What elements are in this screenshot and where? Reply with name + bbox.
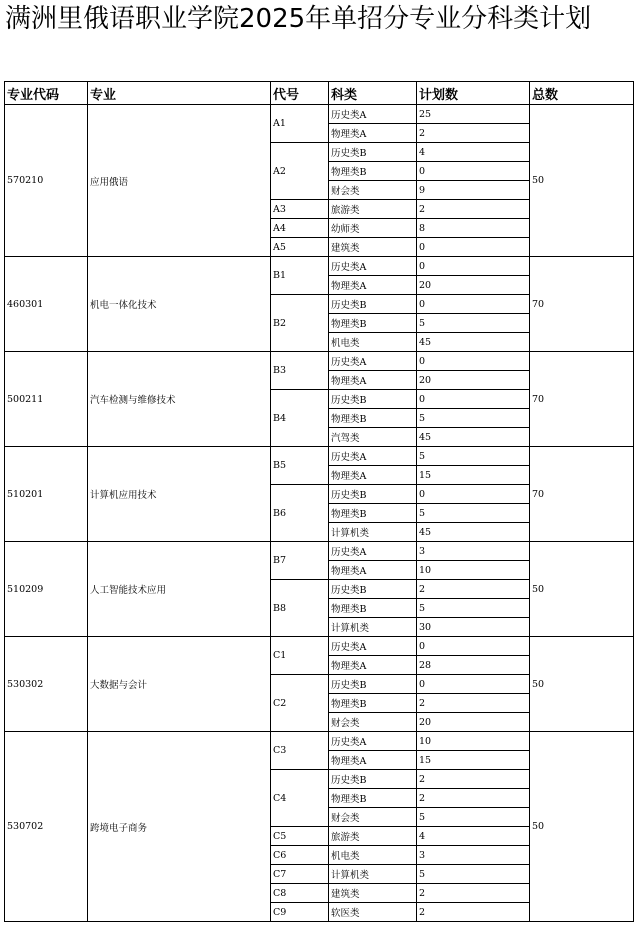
subject-category-cell: 财会类 bbox=[329, 181, 417, 200]
subject-category-cell: 计算机类 bbox=[329, 865, 417, 884]
subject-category-cell: 物理类B bbox=[329, 314, 417, 333]
group-code-cell: B2 bbox=[271, 295, 329, 352]
table-row bbox=[5, 105, 634, 124]
major-name-cell: 汽车检测与维修技术 bbox=[88, 352, 271, 447]
table-row bbox=[5, 542, 634, 561]
major-code-cell: 510209 bbox=[5, 542, 88, 637]
subject-category-cell: 财会类 bbox=[329, 808, 417, 827]
subject-category-cell: 物理类B bbox=[329, 789, 417, 808]
plan-count-cell: 5 bbox=[417, 314, 530, 333]
table-row bbox=[5, 352, 634, 371]
plan-count-cell: 0 bbox=[417, 675, 530, 694]
subject-category-cell: 物理类A bbox=[329, 124, 417, 143]
subject-category-cell: 物理类A bbox=[329, 276, 417, 295]
group-code-cell: C7 bbox=[271, 865, 329, 884]
subject-category-cell: 汽驾类 bbox=[329, 428, 417, 447]
major-total-cell: 70 bbox=[530, 352, 634, 447]
plan-count-cell: 45 bbox=[417, 523, 530, 542]
group-code-cell: B4 bbox=[271, 390, 329, 447]
major-name-cell: 大数据与会计 bbox=[88, 637, 271, 732]
plan-count-cell: 0 bbox=[417, 390, 530, 409]
subject-category-cell: 计算机类 bbox=[329, 618, 417, 637]
major-total-cell: 50 bbox=[530, 105, 634, 257]
plan-count-cell: 5 bbox=[417, 808, 530, 827]
major-total-cell: 50 bbox=[530, 542, 634, 637]
subject-category-cell: 幼师类 bbox=[329, 219, 417, 238]
plan-count-cell: 0 bbox=[417, 637, 530, 656]
plan-count-cell: 0 bbox=[417, 295, 530, 314]
group-code-cell: C4 bbox=[271, 770, 329, 827]
group-code-cell: B7 bbox=[271, 542, 329, 580]
plan-count-cell: 3 bbox=[417, 846, 530, 865]
plan-count-cell: 5 bbox=[417, 865, 530, 884]
group-code-cell: A2 bbox=[271, 143, 329, 200]
enrollment-plan-table bbox=[4, 81, 634, 922]
plan-count-cell: 15 bbox=[417, 466, 530, 485]
subject-category-cell: 计算机类 bbox=[329, 523, 417, 542]
major-total-cell: 50 bbox=[530, 732, 634, 922]
major-name-cell: 跨境电子商务 bbox=[88, 732, 271, 922]
plan-count-cell: 3 bbox=[417, 542, 530, 561]
plan-count-cell: 2 bbox=[417, 200, 530, 219]
major-code-cell: 500211 bbox=[5, 352, 88, 447]
group-code-cell: C1 bbox=[271, 637, 329, 675]
plan-count-cell: 0 bbox=[417, 162, 530, 181]
table-body bbox=[5, 105, 634, 922]
major-total-cell: 70 bbox=[530, 447, 634, 542]
plan-count-cell: 45 bbox=[417, 428, 530, 447]
subject-category-cell: 旅游类 bbox=[329, 827, 417, 846]
plan-count-cell: 2 bbox=[417, 580, 530, 599]
plan-count-cell: 0 bbox=[417, 238, 530, 257]
subject-category-cell: 历史类B bbox=[329, 143, 417, 162]
group-code-cell: C5 bbox=[271, 827, 329, 846]
plan-count-cell: 2 bbox=[417, 789, 530, 808]
plan-count-cell: 5 bbox=[417, 504, 530, 523]
plan-count-cell: 0 bbox=[417, 257, 530, 276]
plan-count-cell: 5 bbox=[417, 599, 530, 618]
subject-category-cell: 建筑类 bbox=[329, 884, 417, 903]
subject-category-cell: 历史类A bbox=[329, 542, 417, 561]
subject-category-cell: 物理类A bbox=[329, 656, 417, 675]
subject-category-cell: 历史类B bbox=[329, 295, 417, 314]
plan-count-cell: 25 bbox=[417, 105, 530, 124]
subject-category-cell: 机电类 bbox=[329, 846, 417, 865]
plan-count-cell: 0 bbox=[417, 352, 530, 371]
plan-count-cell: 28 bbox=[417, 656, 530, 675]
group-code-cell: A4 bbox=[271, 219, 329, 238]
plan-count-cell: 2 bbox=[417, 124, 530, 143]
major-name-cell: 人工智能技术应用 bbox=[88, 542, 271, 637]
major-code-cell: 460301 bbox=[5, 257, 88, 352]
subject-category-cell: 历史类A bbox=[329, 105, 417, 124]
plan-count-cell: 5 bbox=[417, 409, 530, 428]
subject-category-cell: 历史类B bbox=[329, 485, 417, 504]
plan-count-cell: 2 bbox=[417, 903, 530, 922]
subject-category-cell: 历史类A bbox=[329, 732, 417, 751]
plan-count-cell: 20 bbox=[417, 713, 530, 732]
subject-category-cell: 历史类A bbox=[329, 352, 417, 371]
major-name-cell: 应用俄语 bbox=[88, 105, 271, 257]
subject-category-cell: 历史类A bbox=[329, 447, 417, 466]
plan-count-cell: 20 bbox=[417, 276, 530, 295]
page-title: 满洲里俄语职业学院2025年单招分专业分科类计划 bbox=[5, 4, 592, 34]
major-name-cell: 机电一体化技术 bbox=[88, 257, 271, 352]
subject-category-cell: 物理类B bbox=[329, 694, 417, 713]
subject-category-cell: 建筑类 bbox=[329, 238, 417, 257]
group-code-cell: B6 bbox=[271, 485, 329, 542]
subject-category-cell: 物理类B bbox=[329, 162, 417, 181]
subject-category-cell: 历史类B bbox=[329, 390, 417, 409]
group-code-cell: A1 bbox=[271, 105, 329, 143]
table-row bbox=[5, 637, 634, 656]
plan-count-cell: 30 bbox=[417, 618, 530, 637]
group-code-cell: C8 bbox=[271, 884, 329, 903]
major-code-cell: 570210 bbox=[5, 105, 88, 257]
plan-count-cell: 2 bbox=[417, 694, 530, 713]
subject-category-cell: 物理类A bbox=[329, 466, 417, 485]
subject-category-cell: 机电类 bbox=[329, 333, 417, 352]
plan-count-cell: 10 bbox=[417, 561, 530, 580]
major-code-cell: 510201 bbox=[5, 447, 88, 542]
table-row bbox=[5, 732, 634, 751]
plan-count-cell: 10 bbox=[417, 732, 530, 751]
plan-count-cell: 0 bbox=[417, 485, 530, 504]
header-group-code: 代号 bbox=[271, 82, 329, 105]
plan-count-cell: 2 bbox=[417, 884, 530, 903]
group-code-cell: B3 bbox=[271, 352, 329, 390]
subject-category-cell: 物理类B bbox=[329, 504, 417, 523]
header-plan-count: 计划数 bbox=[417, 82, 530, 105]
group-code-cell: B5 bbox=[271, 447, 329, 485]
major-code-cell: 530302 bbox=[5, 637, 88, 732]
plan-count-cell: 8 bbox=[417, 219, 530, 238]
group-code-cell: C3 bbox=[271, 732, 329, 770]
subject-category-cell: 物理类A bbox=[329, 371, 417, 390]
group-code-cell: C6 bbox=[271, 846, 329, 865]
subject-category-cell: 物理类B bbox=[329, 409, 417, 428]
plan-count-cell: 20 bbox=[417, 371, 530, 390]
subject-category-cell: 物理类B bbox=[329, 599, 417, 618]
header-major-name: 专业 bbox=[88, 82, 271, 105]
group-code-cell: B8 bbox=[271, 580, 329, 637]
group-code-cell: A5 bbox=[271, 238, 329, 257]
major-code-cell: 530702 bbox=[5, 732, 88, 922]
subject-category-cell: 软医类 bbox=[329, 903, 417, 922]
group-code-cell: A3 bbox=[271, 200, 329, 219]
major-total-cell: 70 bbox=[530, 257, 634, 352]
plan-count-cell: 9 bbox=[417, 181, 530, 200]
table-row bbox=[5, 447, 634, 466]
major-name-cell: 计算机应用技术 bbox=[88, 447, 271, 542]
subject-category-cell: 物理类A bbox=[329, 751, 417, 770]
plan-count-cell: 4 bbox=[417, 143, 530, 162]
subject-category-cell: 历史类B bbox=[329, 580, 417, 599]
group-code-cell: C2 bbox=[271, 675, 329, 732]
header-major-code: 专业代码 bbox=[5, 82, 88, 105]
subject-category-cell: 历史类A bbox=[329, 257, 417, 276]
group-code-cell: C9 bbox=[271, 903, 329, 922]
table-header-row bbox=[5, 82, 634, 105]
subject-category-cell: 物理类A bbox=[329, 561, 417, 580]
plan-count-cell: 15 bbox=[417, 751, 530, 770]
plan-count-cell: 2 bbox=[417, 770, 530, 789]
header-subject-category: 科类 bbox=[329, 82, 417, 105]
group-code-cell: B1 bbox=[271, 257, 329, 295]
subject-category-cell: 历史类B bbox=[329, 675, 417, 694]
plan-count-cell: 4 bbox=[417, 827, 530, 846]
plan-count-cell: 45 bbox=[417, 333, 530, 352]
major-total-cell: 50 bbox=[530, 637, 634, 732]
subject-category-cell: 历史类B bbox=[329, 770, 417, 789]
subject-category-cell: 历史类A bbox=[329, 637, 417, 656]
subject-category-cell: 旅游类 bbox=[329, 200, 417, 219]
plan-count-cell: 5 bbox=[417, 447, 530, 466]
table-row bbox=[5, 257, 634, 276]
header-total: 总数 bbox=[530, 82, 634, 105]
subject-category-cell: 财会类 bbox=[329, 713, 417, 732]
